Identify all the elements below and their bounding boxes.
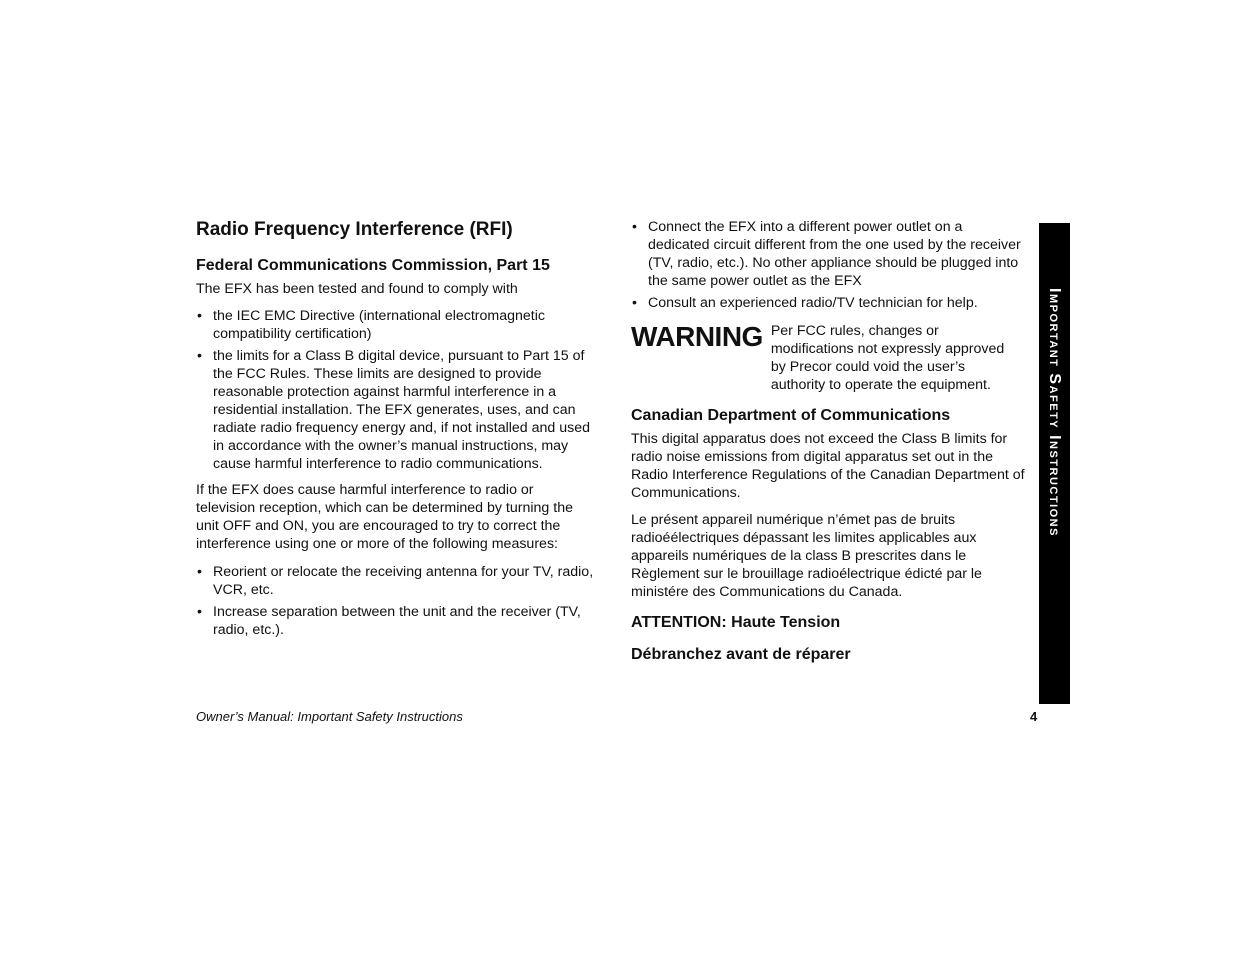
list-item [196, 347, 594, 473]
list-item [196, 307, 594, 343]
list-item [196, 603, 594, 639]
bullet-icon: • [632, 295, 637, 311]
bullet-icon: • [197, 604, 202, 620]
fcc-intro: The EFX has been tested and found to comply with [196, 281, 518, 297]
attention-heading: ATTENTION: Haute Tension [631, 614, 841, 631]
list-item-text: Connect the EFX into a different power outlet on a dedicated circuit different from the one used by the receiver (TV, radio, etc.). No other appliance should be plugged into the same power outlet as the EFX [648, 219, 1021, 289]
warning-label: WARNING [631, 321, 763, 352]
list-item [196, 563, 594, 599]
list-item-text: the limits for a Class B digital device, pursuant to Part 15 of the FCC Rules. These limits are designed to provide reasonable protection against harmful interference in a residential installation. The EFX generates, uses, and can radiate radio frequency energy and, if not installed and used in accordance with the owner’s manual instructions, may cause harmful interference to radio communications. [213, 348, 591, 472]
bullet-icon: • [197, 564, 202, 580]
left-column [196, 218, 594, 647]
bullet-icon: • [197, 308, 202, 324]
compliance-list [196, 307, 594, 473]
section-title: Radio Frequency Interference (RFI) [196, 219, 513, 240]
list-item-text: Increase separation between the unit and the receiver (TV, radio, etc.). [213, 604, 581, 638]
canadian-english-paragraph: This digital apparatus does not exceed the Class B limits for radio noise emissions from digital apparatus set out in the Radio Interference Regulations of the Canadian Department of Communications. [631, 431, 1025, 501]
page-number: 4 [1030, 709, 1038, 724]
list-item-text: Consult an experienced radio/TV technician for help. [648, 295, 978, 311]
right-column [631, 218, 1026, 669]
bullet-icon: • [632, 219, 637, 235]
canadian-french-paragraph: Le présent appareil numérique n’émet pas de bruits radioéélectriques dépassant les limites applicables aux appareils numériques de la class B prescrites dans le Règlement sur le brouillage radioélectrique édicté par le ministére des Communications du Canada. [631, 512, 982, 600]
warning-text: Per FCC rules, changes or modifications not expressly approved by Precor could void the user’s authority to operate the equipment. [770, 323, 1005, 393]
list-item-text: Reorient or relocate the receiving antenna for your TV, radio, VCR, etc. [213, 564, 594, 598]
side-tab-label: Important Safety Instructions [1046, 288, 1063, 537]
canadian-heading: Canadian Department of Communications [631, 407, 951, 424]
fcc-heading: Federal Communications Commission, Part 15 [196, 257, 550, 274]
interference-paragraph: If the EFX does cause harmful interference to radio or television reception, which can be determined by turning the unit OFF and ON, you are encouraged to try to correct the interference using one or more of the following measures: [196, 482, 573, 552]
bullet-icon: • [197, 348, 202, 364]
list-item [631, 218, 1026, 290]
warning-block [631, 322, 1026, 394]
list-item [631, 294, 1026, 312]
measures-list-continued [631, 218, 1026, 312]
footer-manual-title: Owner’s Manual: Important Safety Instructions [196, 709, 463, 724]
list-item-text: the IEC EMC Directive (international electromagnetic compatibility certification) [213, 308, 545, 342]
unplug-heading: Débranchez avant de réparer [631, 646, 851, 663]
measures-list [196, 563, 594, 639]
